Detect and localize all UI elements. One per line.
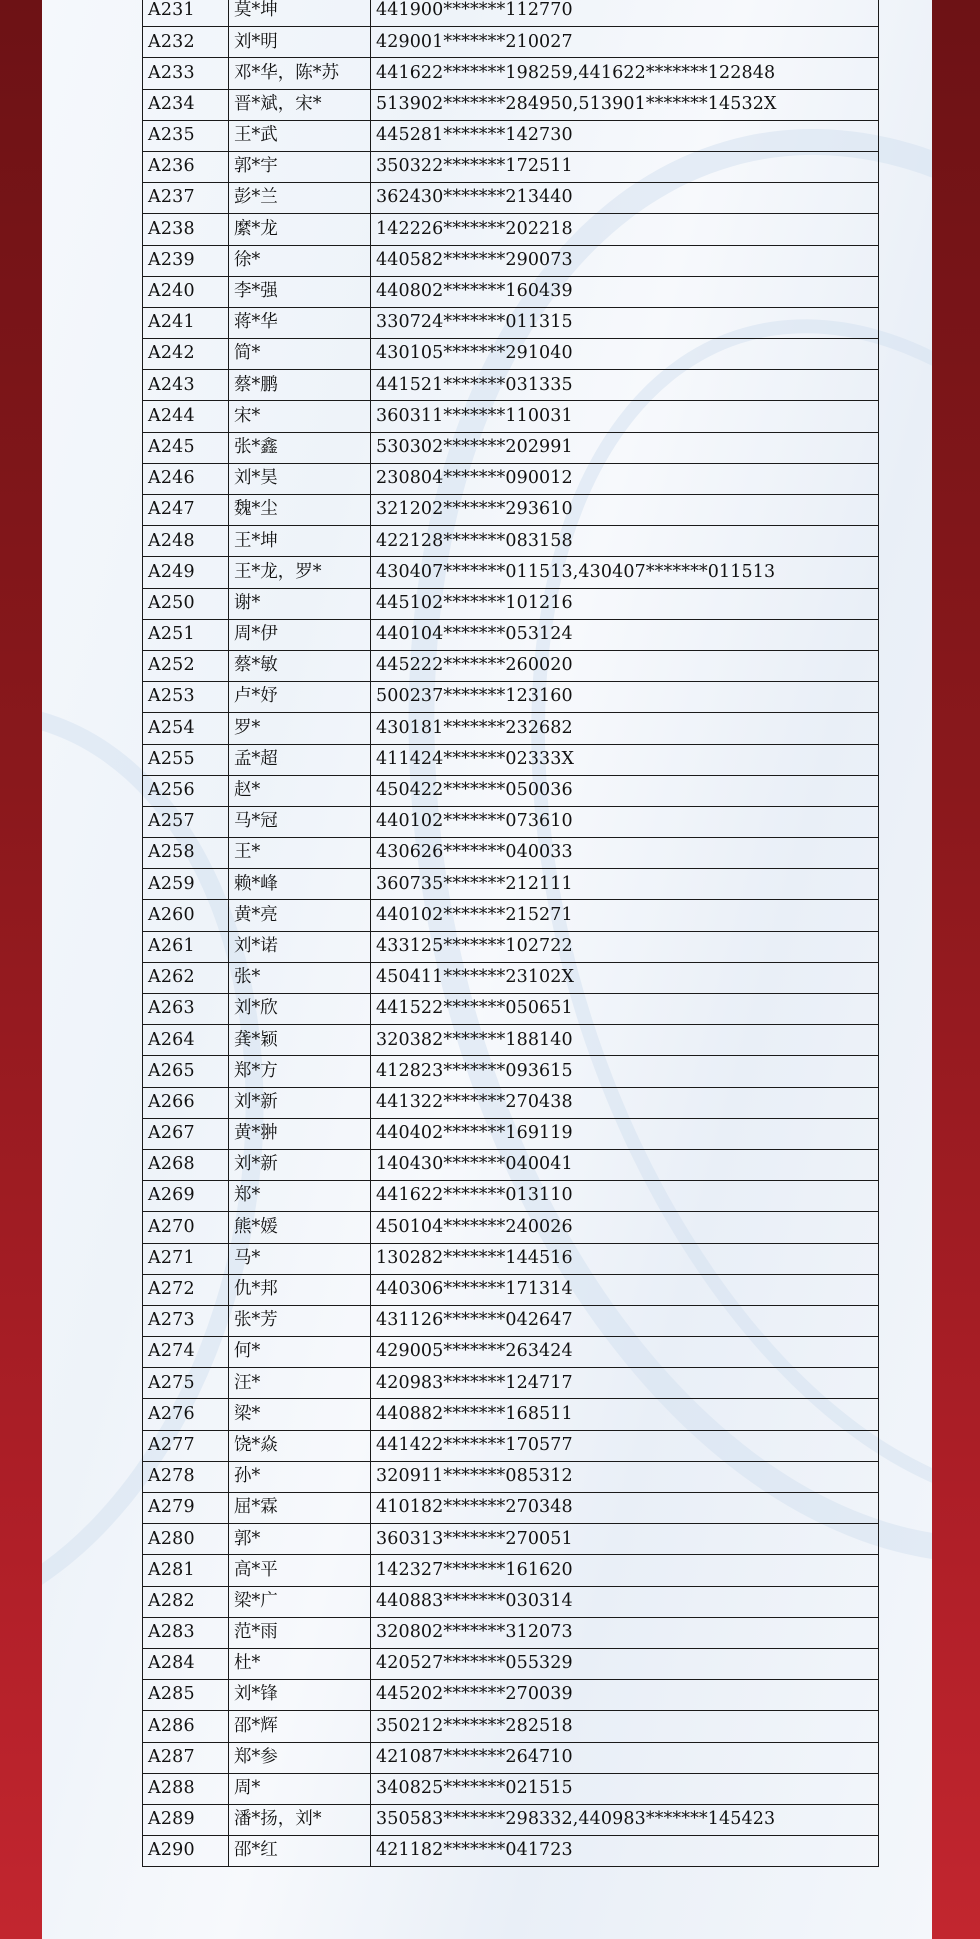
name-cell: 仇*邦 (229, 1274, 371, 1305)
table-row (143, 713, 879, 744)
name-cell: 刘*诺 (229, 931, 371, 962)
name-cell: 孙* (229, 1461, 371, 1492)
name-cell: 邓*华，陈*苏 (229, 58, 371, 89)
name-cell: 李*强 (229, 276, 371, 307)
id-number-cell: 441522*******050651 (371, 994, 879, 1025)
entry-number-cell: A253 (143, 682, 229, 713)
entry-number-cell: A232 (143, 27, 229, 58)
name-cell: 周* (229, 1773, 371, 1804)
entry-number-cell: A248 (143, 526, 229, 557)
table-row (143, 1430, 879, 1461)
id-number-cell: 420983*******124717 (371, 1368, 879, 1399)
table-row (143, 183, 879, 214)
id-number-cell: 440883*******030314 (371, 1586, 879, 1617)
name-cell: 彭*兰 (229, 183, 371, 214)
id-number-cell: 440582*******290073 (371, 245, 879, 276)
name-cell: 王*坤 (229, 526, 371, 557)
entry-number-cell: A237 (143, 183, 229, 214)
table-row (143, 1648, 879, 1679)
table-row (143, 120, 879, 151)
id-number-cell: 142327*******161620 (371, 1555, 879, 1586)
entry-number-cell: A244 (143, 401, 229, 432)
table-row (143, 1617, 879, 1648)
id-number-cell: 320802*******312073 (371, 1617, 879, 1648)
table-row (143, 89, 879, 120)
id-number-cell: 445281*******142730 (371, 120, 879, 151)
id-number-cell: 441521*******031335 (371, 370, 879, 401)
entry-number-cell: A280 (143, 1524, 229, 1555)
table-row (143, 401, 879, 432)
entry-number-cell: A284 (143, 1648, 229, 1679)
id-number-cell: 431126*******042647 (371, 1305, 879, 1336)
name-cell: 卢*妤 (229, 682, 371, 713)
table-row (143, 1680, 879, 1711)
name-cell: 蔡*敏 (229, 650, 371, 681)
name-cell: 刘*欣 (229, 994, 371, 1025)
table-row (143, 619, 879, 650)
id-number-cell: 445102*******101216 (371, 588, 879, 619)
name-cell: 张* (229, 962, 371, 993)
name-cell: 王* (229, 838, 371, 869)
table-row (143, 526, 879, 557)
id-number-cell: 362430*******213440 (371, 183, 879, 214)
name-cell: 汪* (229, 1368, 371, 1399)
id-number-cell: 440104*******053124 (371, 619, 879, 650)
table-row (143, 806, 879, 837)
id-number-cell: 450411*******23102X (371, 962, 879, 993)
entry-number-cell: A249 (143, 557, 229, 588)
table-row (143, 1056, 879, 1087)
table-row (143, 1586, 879, 1617)
id-number-cell: 350322*******172511 (371, 151, 879, 182)
id-number-cell: 350583*******298332,440983*******145423 (371, 1804, 879, 1835)
id-number-cell: 429001*******210027 (371, 27, 879, 58)
table-row (143, 1243, 879, 1274)
entry-number-cell: A241 (143, 307, 229, 338)
id-number-cell: 441422*******170577 (371, 1430, 879, 1461)
table-row (143, 1025, 879, 1056)
table-row (143, 276, 879, 307)
table-row (143, 1368, 879, 1399)
id-number-cell: 430181*******232682 (371, 713, 879, 744)
name-cell: 郑*方 (229, 1056, 371, 1087)
entry-number-cell: A281 (143, 1555, 229, 1586)
entry-number-cell: A277 (143, 1430, 229, 1461)
table-row (143, 1524, 879, 1555)
table-row (143, 1181, 879, 1212)
entry-number-cell: A251 (143, 619, 229, 650)
entry-number-cell: A250 (143, 588, 229, 619)
entry-number-cell: A271 (143, 1243, 229, 1274)
name-cell: 徐* (229, 245, 371, 276)
table-row (143, 214, 879, 245)
entry-number-cell: A258 (143, 838, 229, 869)
table-row (143, 1118, 879, 1149)
id-number-cell: 422128*******083158 (371, 526, 879, 557)
id-number-cell: 411424*******02333X (371, 744, 879, 775)
id-number-cell: 530302*******202991 (371, 432, 879, 463)
id-number-cell: 330724*******011315 (371, 307, 879, 338)
table-row (143, 1461, 879, 1492)
table-row (143, 495, 879, 526)
table-row (143, 557, 879, 588)
name-cell: 简* (229, 339, 371, 370)
id-number-cell: 340825*******021515 (371, 1773, 879, 1804)
name-cell: 黄*亮 (229, 900, 371, 931)
entry-number-cell: A263 (143, 994, 229, 1025)
id-number-cell: 321202*******293610 (371, 495, 879, 526)
entry-number-cell: A247 (143, 495, 229, 526)
roster-table-body (143, 0, 879, 1867)
name-cell: 縻*龙 (229, 214, 371, 245)
entry-number-cell: A231 (143, 0, 229, 27)
id-number-cell: 320911*******085312 (371, 1461, 879, 1492)
id-number-cell: 500237*******123160 (371, 682, 879, 713)
entry-number-cell: A268 (143, 1149, 229, 1180)
name-cell: 黄*翀 (229, 1118, 371, 1149)
id-number-cell: 440306*******171314 (371, 1274, 879, 1305)
id-number-cell: 441322*******270438 (371, 1087, 879, 1118)
id-number-cell: 430105*******291040 (371, 339, 879, 370)
id-number-cell: 350212*******282518 (371, 1711, 879, 1742)
table-row (143, 307, 879, 338)
table-row (143, 931, 879, 962)
name-cell: 邵*辉 (229, 1711, 371, 1742)
entry-number-cell: A257 (143, 806, 229, 837)
entry-number-cell: A239 (143, 245, 229, 276)
id-number-cell: 412823*******093615 (371, 1056, 879, 1087)
table-row (143, 370, 879, 401)
name-cell: 晋*斌，宋* (229, 89, 371, 120)
left-red-border (0, 0, 42, 1939)
entry-number-cell: A264 (143, 1025, 229, 1056)
entry-number-cell: A246 (143, 463, 229, 494)
name-cell: 何* (229, 1337, 371, 1368)
entry-number-cell: A240 (143, 276, 229, 307)
id-number-cell: 320382*******188140 (371, 1025, 879, 1056)
name-cell: 范*雨 (229, 1617, 371, 1648)
table-row (143, 650, 879, 681)
entry-number-cell: A261 (143, 931, 229, 962)
entry-number-cell: A287 (143, 1742, 229, 1773)
entry-number-cell: A269 (143, 1181, 229, 1212)
entry-number-cell: A245 (143, 432, 229, 463)
name-cell: 刘*新 (229, 1087, 371, 1118)
name-cell: 刘*昊 (229, 463, 371, 494)
table-row (143, 744, 879, 775)
entry-number-cell: A265 (143, 1056, 229, 1087)
name-cell: 梁* (229, 1399, 371, 1430)
entry-number-cell: A262 (143, 962, 229, 993)
entry-number-cell: A267 (143, 1118, 229, 1149)
id-number-cell: 441622*******198259,441622*******122848 (371, 58, 879, 89)
id-number-cell: 130282*******144516 (371, 1243, 879, 1274)
name-cell: 罗* (229, 713, 371, 744)
id-number-cell: 441622*******013110 (371, 1181, 879, 1212)
entry-number-cell: A283 (143, 1617, 229, 1648)
entry-number-cell: A270 (143, 1212, 229, 1243)
table-row (143, 775, 879, 806)
table-row (143, 1212, 879, 1243)
entry-number-cell: A289 (143, 1804, 229, 1835)
id-number-cell: 360313*******270051 (371, 1524, 879, 1555)
table-row (143, 0, 879, 27)
name-cell: 刘*新 (229, 1149, 371, 1180)
entry-number-cell: A286 (143, 1711, 229, 1742)
id-number-cell: 440802*******160439 (371, 276, 879, 307)
entry-number-cell: A272 (143, 1274, 229, 1305)
entry-number-cell: A274 (143, 1337, 229, 1368)
table-row (143, 463, 879, 494)
name-cell: 潘*扬，刘* (229, 1804, 371, 1835)
table-row (143, 994, 879, 1025)
table-row (143, 339, 879, 370)
entry-number-cell: A285 (143, 1680, 229, 1711)
entry-number-cell: A252 (143, 650, 229, 681)
table-row (143, 432, 879, 463)
name-cell: 莫*坤 (229, 0, 371, 27)
id-number-cell: 440402*******169119 (371, 1118, 879, 1149)
id-number-cell: 440882*******168511 (371, 1399, 879, 1430)
roster-table (142, 0, 879, 1867)
entry-number-cell: A259 (143, 869, 229, 900)
table-row (143, 1087, 879, 1118)
table-row (143, 1399, 879, 1430)
name-cell: 周*伊 (229, 619, 371, 650)
table-row (143, 1149, 879, 1180)
entry-number-cell: A282 (143, 1586, 229, 1617)
table-row (143, 1555, 879, 1586)
table-row (143, 151, 879, 182)
name-cell: 谢* (229, 588, 371, 619)
name-cell: 刘*锋 (229, 1680, 371, 1711)
name-cell: 龚*颖 (229, 1025, 371, 1056)
entry-number-cell: A234 (143, 89, 229, 120)
name-cell: 赵* (229, 775, 371, 806)
table-row (143, 1274, 879, 1305)
table-row (143, 27, 879, 58)
name-cell: 邵*红 (229, 1836, 371, 1867)
name-cell: 王*武 (229, 120, 371, 151)
table-row (143, 1742, 879, 1773)
name-cell: 张*鑫 (229, 432, 371, 463)
entry-number-cell: A278 (143, 1461, 229, 1492)
name-cell: 王*龙，罗* (229, 557, 371, 588)
name-cell: 宋* (229, 401, 371, 432)
table-row (143, 1305, 879, 1336)
name-cell: 屈*霖 (229, 1493, 371, 1524)
table-row (143, 1773, 879, 1804)
id-number-cell: 360311*******110031 (371, 401, 879, 432)
name-cell: 赖*峰 (229, 869, 371, 900)
id-number-cell: 440102*******073610 (371, 806, 879, 837)
id-number-cell: 360735*******212111 (371, 869, 879, 900)
entry-number-cell: A235 (143, 120, 229, 151)
id-number-cell: 450422*******050036 (371, 775, 879, 806)
id-number-cell: 450104*******240026 (371, 1212, 879, 1243)
entry-number-cell: A236 (143, 151, 229, 182)
table-row (143, 962, 879, 993)
id-number-cell: 445222*******260020 (371, 650, 879, 681)
name-cell: 蒋*华 (229, 307, 371, 338)
entry-number-cell: A266 (143, 1087, 229, 1118)
id-number-cell: 430407*******011513,430407*******011513 (371, 557, 879, 588)
name-cell: 郑* (229, 1181, 371, 1212)
name-cell: 蔡*鹏 (229, 370, 371, 401)
id-number-cell: 421182*******041723 (371, 1836, 879, 1867)
id-number-cell: 420527*******055329 (371, 1648, 879, 1679)
table-row (143, 682, 879, 713)
name-cell: 饶*焱 (229, 1430, 371, 1461)
id-number-cell: 410182*******270348 (371, 1493, 879, 1524)
entry-number-cell: A238 (143, 214, 229, 245)
name-cell: 梁*广 (229, 1586, 371, 1617)
right-red-border (932, 0, 980, 1939)
table-row (143, 1493, 879, 1524)
table-row (143, 1836, 879, 1867)
id-number-cell: 440102*******215271 (371, 900, 879, 931)
entry-number-cell: A273 (143, 1305, 229, 1336)
id-number-cell: 441900*******112770 (371, 0, 879, 27)
name-cell: 郭* (229, 1524, 371, 1555)
name-cell: 杜* (229, 1648, 371, 1679)
name-cell: 熊*媛 (229, 1212, 371, 1243)
entry-number-cell: A255 (143, 744, 229, 775)
id-number-cell: 430626*******040033 (371, 838, 879, 869)
id-number-cell: 230804*******090012 (371, 463, 879, 494)
table-row (143, 900, 879, 931)
table-row (143, 869, 879, 900)
entry-number-cell: A242 (143, 339, 229, 370)
id-number-cell: 421087*******264710 (371, 1742, 879, 1773)
id-number-cell: 429005*******263424 (371, 1337, 879, 1368)
document-page (42, 0, 932, 1939)
id-number-cell: 142226*******202218 (371, 214, 879, 245)
entry-number-cell: A279 (143, 1493, 229, 1524)
entry-number-cell: A276 (143, 1399, 229, 1430)
name-cell: 魏*尘 (229, 495, 371, 526)
entry-number-cell: A260 (143, 900, 229, 931)
table-row (143, 1804, 879, 1835)
name-cell: 郑*参 (229, 1742, 371, 1773)
name-cell: 张*芳 (229, 1305, 371, 1336)
table-row (143, 1711, 879, 1742)
table-row (143, 245, 879, 276)
entry-number-cell: A288 (143, 1773, 229, 1804)
name-cell: 孟*超 (229, 744, 371, 775)
id-number-cell: 433125*******102722 (371, 931, 879, 962)
entry-number-cell: A275 (143, 1368, 229, 1399)
name-cell: 马* (229, 1243, 371, 1274)
entry-number-cell: A256 (143, 775, 229, 806)
name-cell: 郭*宇 (229, 151, 371, 182)
name-cell: 马*冠 (229, 806, 371, 837)
id-number-cell: 445202*******270039 (371, 1680, 879, 1711)
id-number-cell: 513902*******284950,513901*******14532X (371, 89, 879, 120)
name-cell: 高*平 (229, 1555, 371, 1586)
table-row (143, 1337, 879, 1368)
id-number-cell: 140430*******040041 (371, 1149, 879, 1180)
name-cell: 刘*明 (229, 27, 371, 58)
entry-number-cell: A254 (143, 713, 229, 744)
table-row (143, 838, 879, 869)
table-row (143, 58, 879, 89)
entry-number-cell: A243 (143, 370, 229, 401)
entry-number-cell: A233 (143, 58, 229, 89)
table-row (143, 588, 879, 619)
entry-number-cell: A290 (143, 1836, 229, 1867)
